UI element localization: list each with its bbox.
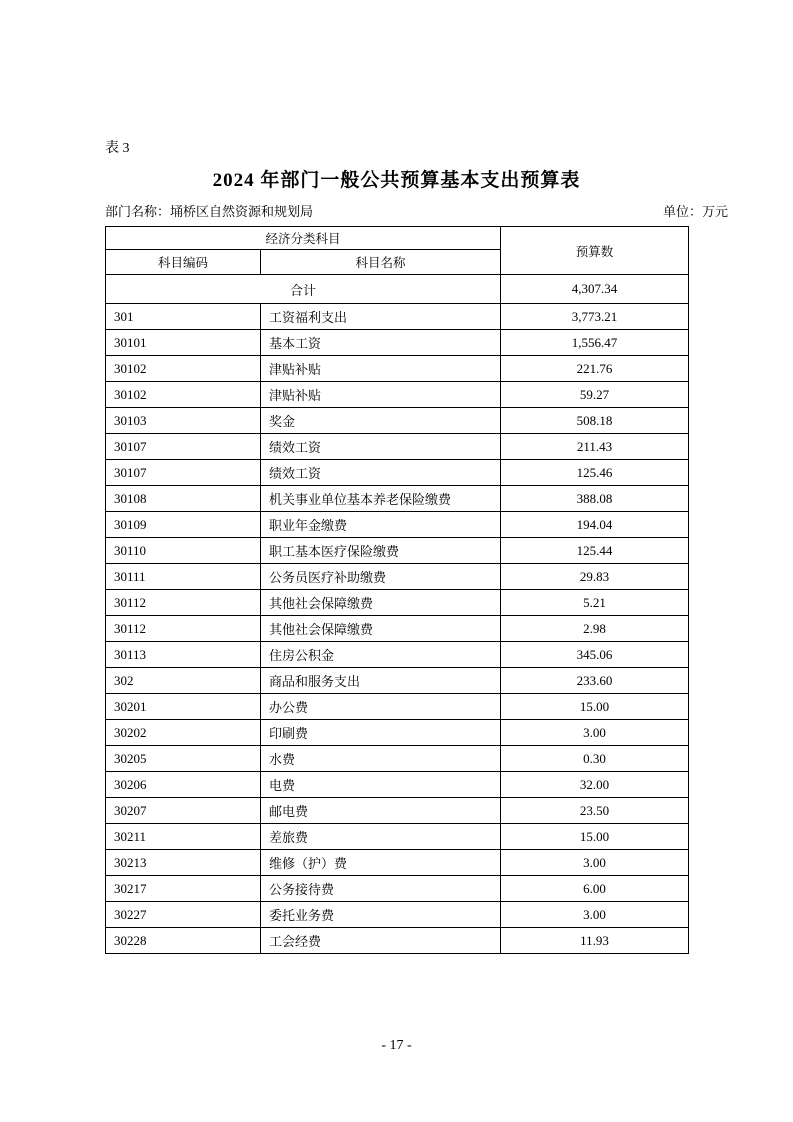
table-row	[106, 876, 689, 902]
cell-value: 211.43	[501, 434, 689, 460]
table-row	[106, 850, 689, 876]
meta-line	[105, 201, 728, 220]
cell-code: 30102	[106, 356, 261, 382]
cell-value: 11.93	[501, 928, 689, 954]
cell-code: 30217	[106, 876, 261, 902]
cell-code: 30228	[106, 928, 261, 954]
cell-name: 办公费	[261, 694, 501, 720]
cell-value: 125.44	[501, 538, 689, 564]
table-row	[106, 590, 689, 616]
cell-name: 职工基本医疗保险缴费	[261, 538, 501, 564]
cell-name: 维修（护）费	[261, 850, 501, 876]
table-row	[106, 408, 689, 434]
cell-name: 绩效工资	[261, 434, 501, 460]
table-row	[106, 616, 689, 642]
cell-code: 30108	[106, 486, 261, 512]
cell-name: 差旅费	[261, 824, 501, 850]
table-label: 表 3	[105, 141, 130, 156]
cell-value: 5.21	[501, 590, 689, 616]
cell-code: 30211	[106, 824, 261, 850]
table-row	[106, 772, 689, 798]
cell-code: 30107	[106, 460, 261, 486]
table-row	[106, 486, 689, 512]
cell-code: 30227	[106, 902, 261, 928]
table-row	[106, 694, 689, 720]
cell-name: 公务接待费	[261, 876, 501, 902]
cell-name: 公务员医疗补助缴费	[261, 564, 501, 590]
cell-code: 302	[106, 668, 261, 694]
cell-value: 1,556.47	[501, 330, 689, 356]
cell-value: 345.06	[501, 642, 689, 668]
cell-name: 机关事业单位基本养老保险缴费	[261, 486, 501, 512]
header-row-group	[106, 227, 689, 250]
cell-value: 23.50	[501, 798, 689, 824]
table-row	[106, 824, 689, 850]
document-title: 2024 年部门一般公共预算基本支出预算表	[212, 170, 581, 191]
cell-value: 29.83	[501, 564, 689, 590]
cell-code: 30107	[106, 434, 261, 460]
page-number: - 17 -	[381, 1038, 412, 1053]
table-row	[106, 382, 689, 408]
table-row	[106, 512, 689, 538]
table-row	[106, 798, 689, 824]
cell-value: 3,773.21	[501, 304, 689, 330]
cell-code: 30103	[106, 408, 261, 434]
table-row	[106, 330, 689, 356]
cell-value: 388.08	[501, 486, 689, 512]
cell-name: 电费	[261, 772, 501, 798]
cell-code: 30206	[106, 772, 261, 798]
cell-code: 30111	[106, 564, 261, 590]
department-name: 部门名称：埇桥区自然资源和规划局	[105, 204, 314, 219]
cell-code: 301	[106, 304, 261, 330]
table-row	[106, 356, 689, 382]
cell-name: 其他社会保障缴费	[261, 590, 501, 616]
total-value: 4,307.34	[501, 275, 689, 304]
cell-value: 3.00	[501, 902, 689, 928]
cell-code: 30109	[106, 512, 261, 538]
cell-value: 0.30	[501, 746, 689, 772]
cell-code: 30112	[106, 616, 261, 642]
cell-name: 印刷费	[261, 720, 501, 746]
table-row	[106, 434, 689, 460]
header-name: 科目名称	[261, 250, 501, 275]
table-row	[106, 746, 689, 772]
cell-code: 30112	[106, 590, 261, 616]
cell-name: 水费	[261, 746, 501, 772]
budget-table-body	[106, 275, 689, 954]
cell-name: 住房公积金	[261, 642, 501, 668]
cell-name: 商品和服务支出	[261, 668, 501, 694]
cell-value: 15.00	[501, 694, 689, 720]
cell-code: 30113	[106, 642, 261, 668]
header-code: 科目编码	[106, 250, 261, 275]
cell-name: 工资福利支出	[261, 304, 501, 330]
cell-code: 30110	[106, 538, 261, 564]
cell-value: 59.27	[501, 382, 689, 408]
cell-value: 32.00	[501, 772, 689, 798]
cell-value: 6.00	[501, 876, 689, 902]
cell-name: 工会经费	[261, 928, 501, 954]
cell-name: 奖金	[261, 408, 501, 434]
table-row	[106, 460, 689, 486]
cell-name: 津贴补贴	[261, 382, 501, 408]
table-row	[106, 720, 689, 746]
table-row	[106, 902, 689, 928]
cell-code: 30101	[106, 330, 261, 356]
header-economic-category: 经济分类科目	[106, 227, 501, 250]
cell-value: 125.46	[501, 460, 689, 486]
cell-name: 委托业务费	[261, 902, 501, 928]
budget-table	[105, 226, 689, 954]
table-row	[106, 304, 689, 330]
cell-name: 邮电费	[261, 798, 501, 824]
cell-value: 233.60	[501, 668, 689, 694]
cell-name: 基本工资	[261, 330, 501, 356]
cell-value: 15.00	[501, 824, 689, 850]
table-row	[106, 668, 689, 694]
total-row	[106, 275, 689, 304]
cell-code: 30213	[106, 850, 261, 876]
cell-code: 30207	[106, 798, 261, 824]
cell-value: 508.18	[501, 408, 689, 434]
budget-table-head	[106, 227, 689, 275]
unit-label: 单位：万元	[662, 204, 728, 219]
cell-code: 30205	[106, 746, 261, 772]
cell-name: 其他社会保障缴费	[261, 616, 501, 642]
cell-value: 2.98	[501, 616, 689, 642]
cell-value: 3.00	[501, 720, 689, 746]
table-row	[106, 538, 689, 564]
table-row	[106, 642, 689, 668]
cell-value: 3.00	[501, 850, 689, 876]
total-label: 合计	[106, 275, 501, 304]
table-row	[106, 928, 689, 954]
cell-name: 职业年金缴费	[261, 512, 501, 538]
cell-value: 194.04	[501, 512, 689, 538]
cell-value: 221.76	[501, 356, 689, 382]
table-row	[106, 564, 689, 590]
cell-name: 绩效工资	[261, 460, 501, 486]
header-budget: 预算数	[501, 227, 689, 275]
cell-name: 津贴补贴	[261, 356, 501, 382]
cell-code: 30201	[106, 694, 261, 720]
cell-code: 30202	[106, 720, 261, 746]
cell-code: 30102	[106, 382, 261, 408]
